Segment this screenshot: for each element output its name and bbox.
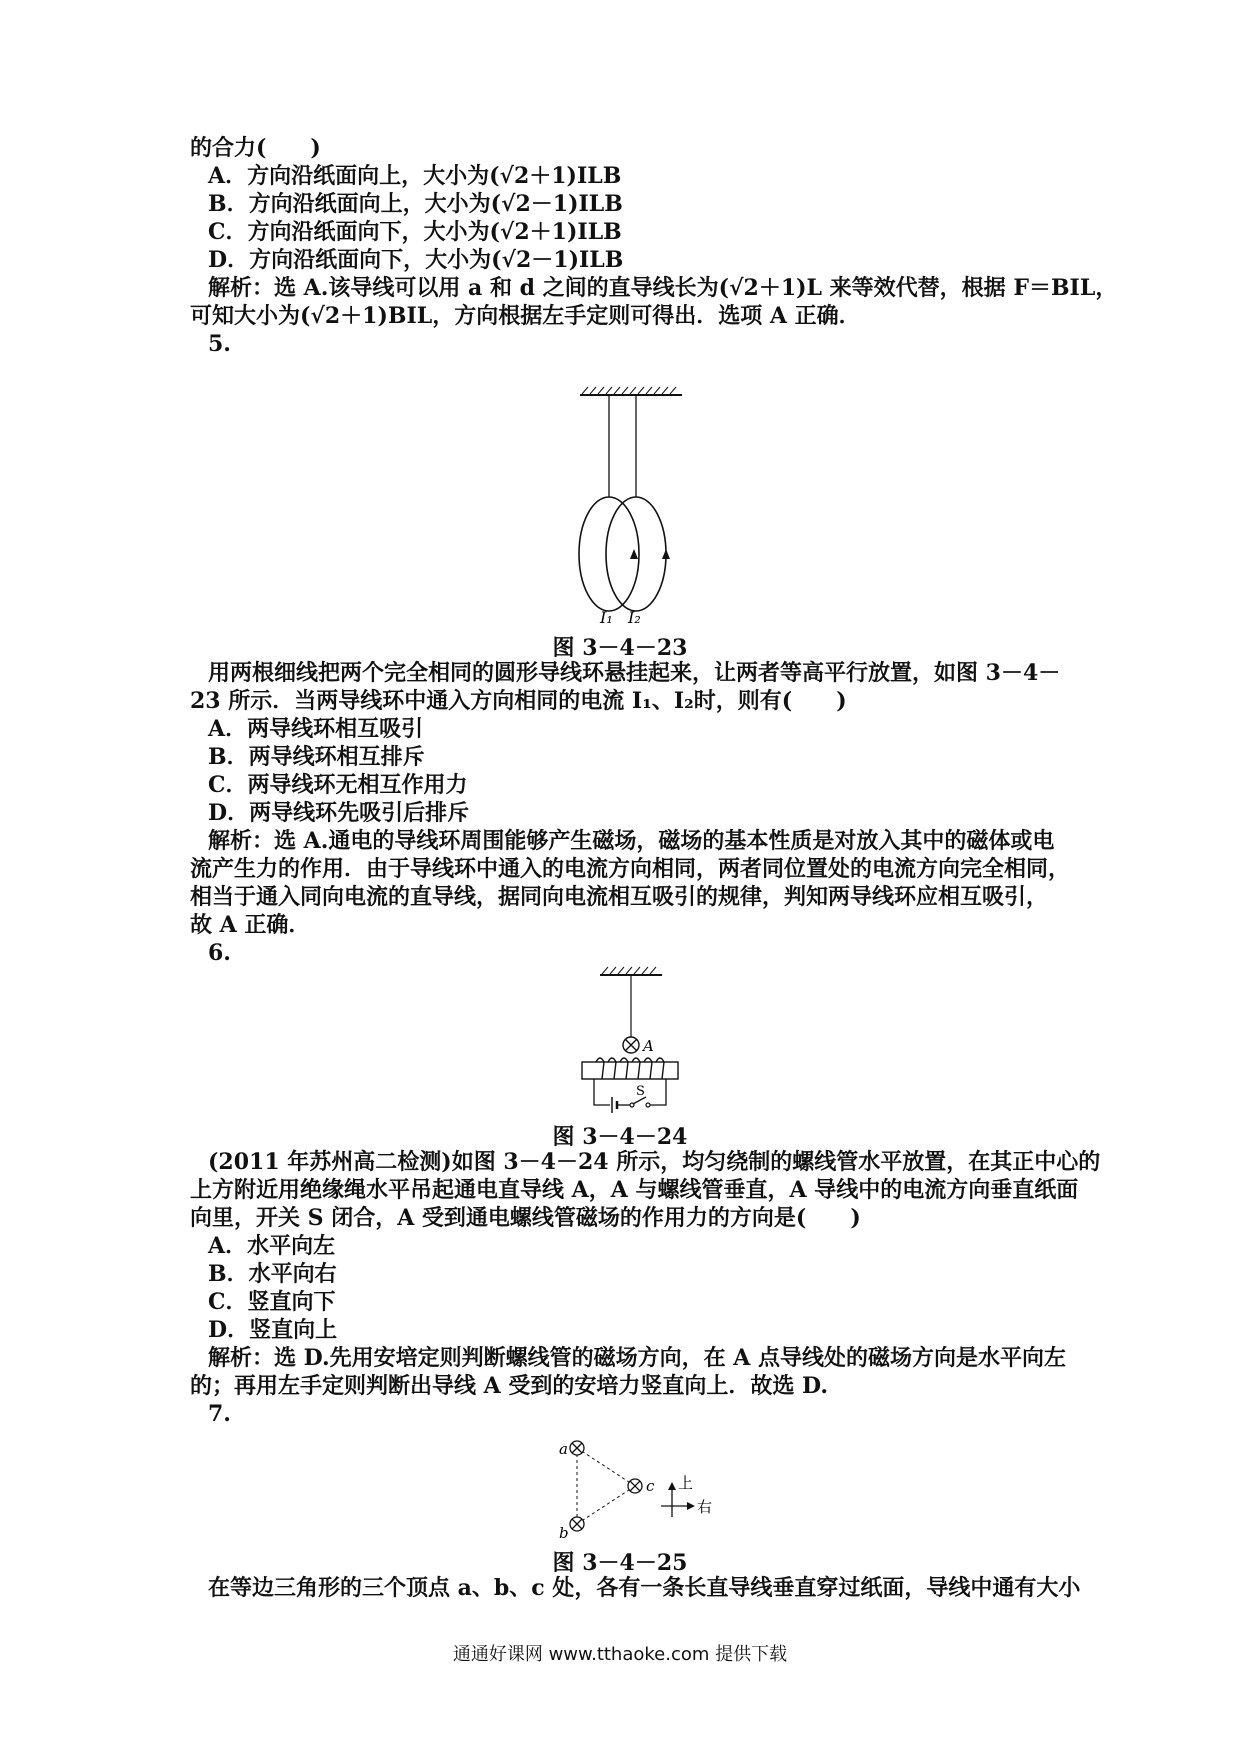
q5-analysis-line-2: 流产生力的作用．由于导线环中通入的电流方向相同，两者同位置处的电流方向完全相同， bbox=[190, 856, 1071, 882]
q6-analysis-line-1: 解析：选 D.先用安培定则判断螺线管的磁场方向，在 A 点导线处的磁场方向是水平向左 bbox=[208, 1345, 1067, 1371]
q4-option-c: C．方向沿纸面向下，大小为(√2＋1)ILB bbox=[208, 219, 622, 245]
q5-stem-line-2: 23 所示．当两导线环中通入方向相同的电流 I₁、I₂时，则有( ) bbox=[190, 688, 847, 714]
q4-stem-end: 的合力( ) bbox=[190, 135, 321, 161]
q6-figure-caption: 图 3－4－24 bbox=[552, 1124, 688, 1150]
label-right: 右 bbox=[697, 1498, 713, 1516]
label-s: S bbox=[636, 1084, 645, 1099]
q4-analysis-line-1: 解析：选 A.该导线可以用 a 和 d 之间的直导线长为(√2＋1)L 来等效代替，根据 F＝BIL， bbox=[208, 275, 1118, 301]
q4-option-a: A．方向沿纸面向上，大小为(√2＋1)ILB bbox=[208, 163, 622, 189]
label-up: 上 bbox=[678, 1474, 694, 1492]
page-footer: 通通好课网 www.tthaoke.com 提供下载 bbox=[452, 1644, 788, 1665]
wire-b-into-page-icon bbox=[570, 1517, 584, 1531]
current-arrow-two bbox=[662, 549, 670, 559]
q5-analysis-line-1: 解析：选 A.通电的导线环周围能够产生磁场，磁场的基本性质是对放入其中的磁体或电 bbox=[208, 828, 1055, 854]
q6-option-b: B．水平向右 bbox=[208, 1261, 337, 1287]
switch-contact-right bbox=[646, 1103, 650, 1107]
q7-figure-triangle-wires bbox=[555, 1432, 725, 1542]
circuit-wire bbox=[594, 1079, 610, 1105]
ceiling-hatch bbox=[582, 387, 676, 394]
q6-figure-solenoid bbox=[560, 965, 700, 1115]
q5-figure-caption: 图 3－4－23 bbox=[552, 635, 688, 661]
q6-stem-line-3: 向里，开关 S 闭合，A 受到通电螺线管磁场的作用力的方向是( ) bbox=[190, 1205, 861, 1231]
q6-option-a: A．水平向左 bbox=[208, 1233, 336, 1259]
edge-bc bbox=[577, 1486, 635, 1524]
current-arrow-one bbox=[630, 549, 638, 559]
solenoid-coils bbox=[596, 1058, 664, 1079]
loop-one bbox=[579, 497, 639, 611]
label-b: b bbox=[559, 1524, 569, 1542]
q6-stem-line-2: 上方附近用绝缘绳水平吊起通电直导线 A，A 与螺线管垂直，A 导线中的电流方向垂直纸面 bbox=[190, 1177, 1079, 1203]
ceiling-hatch bbox=[602, 967, 656, 974]
q7-stem-line-1: 在等边三角形的三个顶点 a、b、c 处，各有一条长直导线垂直穿过纸面，导线中通有大小 bbox=[208, 1575, 1081, 1601]
q5-figure-wire-loops bbox=[560, 385, 700, 625]
q5-analysis-line-3: 相当于通入同向电流的直导线，据同向电流相互吸引的规律，判知两导线环应相互吸引， bbox=[190, 884, 1049, 910]
wire-a-into-page-icon bbox=[570, 1441, 584, 1455]
q6-analysis-line-2: 的；再用左手定则判断出导线 A 受到的安培力竖直向上．故选 D. bbox=[190, 1373, 829, 1399]
label-i1: I₁ bbox=[600, 608, 613, 627]
q4-option-d: D．方向沿纸面向下，大小为(√2－1)ILB bbox=[208, 247, 624, 273]
edge-ac bbox=[577, 1448, 635, 1486]
q4-option-b: B．方向沿纸面向上，大小为(√2－1)ILB bbox=[208, 191, 623, 217]
q5-number: 5. bbox=[208, 331, 231, 357]
q7-figure-caption: 图 3－4－25 bbox=[552, 1550, 688, 1576]
q5-option-c: C．两导线环无相互作用力 bbox=[208, 772, 468, 798]
q5-analysis-line-4: 故 A 正确． bbox=[190, 912, 311, 938]
q7-number: 7. bbox=[208, 1401, 231, 1427]
label-a: A bbox=[643, 1037, 654, 1055]
q5-option-d: D．两导线环先吸引后排斥 bbox=[208, 800, 470, 826]
q6-stem-line-1: (2011 年苏州高二检测)如图 3－4－24 所示，均匀绕制的螺线管水平放置，在其正中心的 bbox=[208, 1149, 1101, 1175]
label-i2: I₂ bbox=[628, 608, 641, 627]
label-a: a bbox=[559, 1440, 568, 1458]
q6-number: 6. bbox=[208, 940, 231, 966]
q4-analysis-line-2: 可知大小为(√2＋1)BIL，方向根据左手定则可得出．选项 A 正确． bbox=[190, 303, 861, 329]
wire-c-into-page-icon bbox=[628, 1479, 642, 1493]
q5-option-b: B．两导线环相互排斥 bbox=[208, 744, 425, 770]
q6-option-d: D．竖直向上 bbox=[208, 1317, 338, 1343]
q5-stem-line-1: 用两根细线把两个完全相同的圆形导线环悬挂起来，让两者等高平行放置，如图 3－4－ bbox=[208, 660, 1061, 686]
q6-option-c: C．竖直向下 bbox=[208, 1289, 336, 1315]
label-c: c bbox=[646, 1477, 655, 1495]
q5-option-a: A．两导线环相互吸引 bbox=[208, 716, 424, 742]
